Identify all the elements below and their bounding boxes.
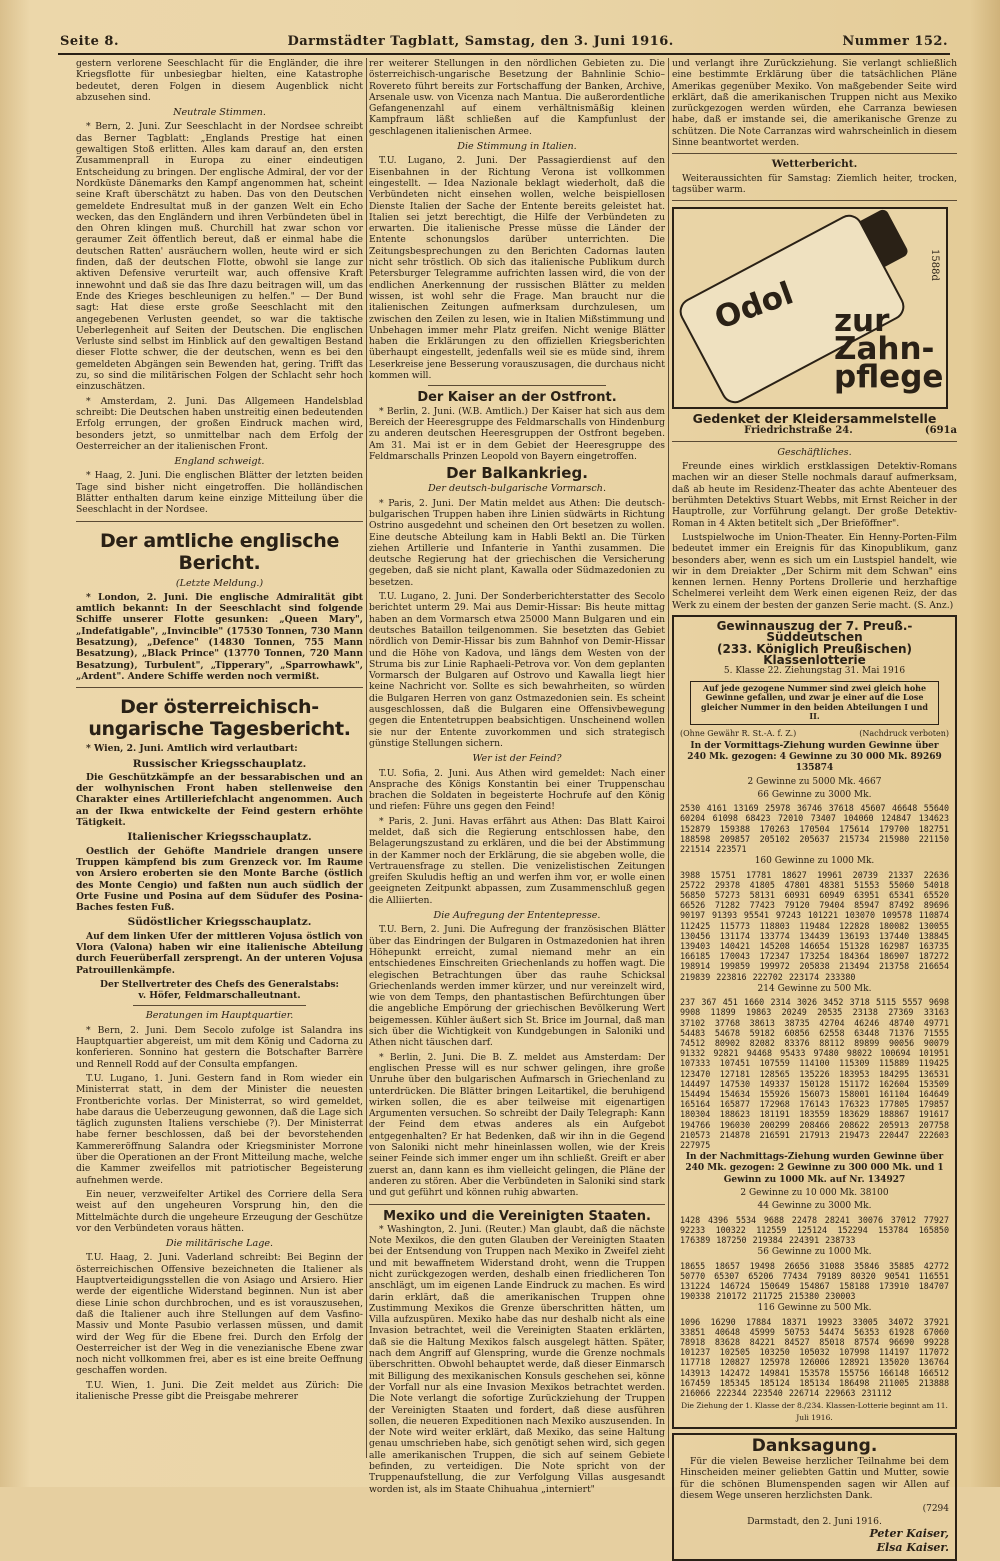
column-divider: [668, 58, 669, 1458]
column-1: [76, 58, 363, 1458]
notice-address: Friedrichstraße 24.: [744, 424, 853, 436]
lottery-numbers: 3988 15751 17781 18627 19961 20739 21337 22636 25722 29378 41805 47801 48381 51553 55060 54018 56850 57273 58131 60931 60949 63951 65341 65520 66526 71282 77423 79120 79404 85947 87492 89696 90197 91393 95541 97243 101221 103070 109578 110874 112425 115773 118803 119484 122828 180082 130055 130456 131174 133774 134439 136193 137440 138845 139403 140421 145208 146654 151328 162987 163735 166185 170043 172347 173254 184364 186907 187272 198914 199859 199972 205838 213494 213758 216654 219839 223816 222702 223174 233380: [680, 869, 949, 982]
article-text: * Bern, 2. Juni. Dem Secolo zufolge ist Salandra ins Hauptquartier abgereist, um mit dem König und Cadorna zu konferieren. Sonnino hat gestern die Botschafter Barrère und Rennell Rodd auf der Consulta empfangen.: [76, 1024, 363, 1070]
article-text: T.U. Wien, 1. Juni. Die Zeit meldet aus Zürich: Die italienische Presse gibt die Preisgabe mehrerer: [76, 1379, 363, 1402]
lottery-group-heading: 2 Gewinne zu 5000 Mk. 4667: [747, 776, 882, 787]
notice-title: Gedenket der Kleidersammelstelle: [692, 411, 937, 427]
lottery-draw-heading: In der Nachmittags-Ziehung wurden Gewinne über 240 Mk. gezogen: 2 Gewinne zu 300 000 Mk. und 1 Gewinn zu 1000 Mk. auf Nr. 134927: [685, 1152, 944, 1185]
section-heading: Die Stimmung in Italien.: [457, 141, 577, 153]
signature-line: Der Stellvertreter des Chefs des Generalstabs:: [100, 978, 339, 990]
section-heading: Geschäftliches.: [777, 446, 852, 458]
article-text: rer weiterer Stellungen in den nördlichen Gebieten zu. Die österreichisch-ungarische Besetzung der Bahnlinie Schio–Rovereto führt bereits zur Fortschaffung der Banken, Archive, Arsenale usw. von Vicenza nach Mantua. Die außerordentliche Gefangenenzahl auf einem verhältnismäßig kleinen Kampfraum läßt schließen auf die Kampfunlust der geschlagenen italienischen Armee.: [369, 58, 665, 137]
article-title: Der Balkankrieg.: [446, 464, 588, 483]
article-text: Ein neuer, verzweifelter Artikel des Corriere della Sera weist auf den ungeheuren Vorsprung hin, den die Mittelmächte durch die ungeheure Erzeugung der Geschütze vor den Verbündeten voraus hätten.: [76, 1188, 363, 1234]
article-text: * Amsterdam, 2. Juni. Das Allgemeen Handelsblad schreibt: Die Deutschen haben unstreitig einen bedeutenden Erfolg errungen, der großen Eindruck machen wird, besonders jetzt, so unmittelbar nach dem Erfolg der Oesterreicher an der italienischen Front.: [76, 395, 363, 452]
article-text: * Bern, 2. Juni. Zur Seeschlacht in der Nordsee schreibt das Berner Tagblatt: „Englands Prestige hat einen gewaltigen Stoß erlitten. Alles kam darauf an, den ersten Zusammenprall in Europa zu einer eindeutigen Entscheidung zu bringen. Der englische Admiral, der vor der Nordküste Dänemarks den Kampf angenommen hat, scheint seine Kraft überschätzt zu haben. Das von den Deutschen gemeldete Endresultat muß in der ganzen Welt ein Echo wecken, das den Engländern und ihren Verbündeten übel in den Ohren klingen muß. Churchill hat zwar schon vor geraumer Zeit öffentlich bereut, daß er einmal habe die deutschen Ratten' ausräuchern wollen, heute wird er sich finden, daß der deutschen Flotte, obwohl sie lange zur aktiven Defensive verurteilt war, auch offensive Kraft innewohnt und daß sie das Ihre dazu beitragen will, um das Ende des Krieges beschleunigen zu helfen." — Der Bund sagt: Hat diese erste große Seeschlacht mit den angegebenen Verlusten geendet, so war die taktische Ueberlegenheit auf Seiten der Deutschen. Die englischen Verluste sind selbst im Hinblick auf den gewaltigen Bestand dieser Flotte schwer, die der deutschen, wenn es bei den gemeldeten Abgängen sein Bewenden hat, gering. Trifft das zu, so sind die militärischen Folgen der Schlacht sehr hoch einzuschätzen.: [76, 121, 363, 393]
lottery-numbers: 237 367 451 1660 2314 3026 3452 3718 5115 5557 9698 9908 11899 19863 20249 20535 23138 27369 33163 37102 37768 38613 38735 42704 46246 48740 49771 54483 54678 59182 60856 62558 63448 71376 71555 74512 80902 82082 83376 88112 89899 90056 90079 91332 92821 94468 95433 97480 98022 100694 101951 107333 107451 107559 114100 115309 115889 119425 123470 127181 128565 135226 183953 184295 136531 144497 147530 149337 150128 151172 162604 153509 154494 154634 155926 156073 158001 161104 164649 165164 165877 172968 176143 176323 177805 179857 180304 188623 181191 183559 183629 188867 191617 194766 196030 200299 208466 208622 205913 207758 210573 214878 216591 217913 219473 220447 222603 227975: [680, 997, 949, 1150]
divider: [76, 521, 363, 522]
lottery-group-heading: 44 Gewinne zu 3000 Mk.: [757, 1201, 872, 1212]
issue-number: Nummer 152.: [842, 34, 948, 49]
article-text: gestern verlorene Seeschlacht für die Engländer, die ihre Kriegsflotte für unbesiegbar hielten, eine Katastrophe bedeutet, deren Folgen in diesem Augenblick nicht abzusehen sind.: [76, 58, 363, 103]
article-text: * Wien, 2. Juni. Amtlich wird verlautbart:: [86, 743, 298, 755]
ad-slogan: zur Zahn- pflege: [834, 303, 944, 396]
section-heading: Die militärische Lage.: [165, 1238, 274, 1250]
thanks-signature: Peter Kaiser,: [869, 1526, 949, 1540]
lottery-numbers: 1096 16290 17884 18371 19923 33005 34072 37921 33851 40648 45999 50753 54474 56353 61928 67060 78918 83628 84221 84527 85018 87574 96690 99228 101237 102505 103250 105032 107998 114197 117072 117718 120827 125978 126006 128921 135020 136764 143913 142472 149841 153578 155756 166148 166512 167459 185345 185124 185134 186498 211005 213888 216066 222344 223540 226714 229663 231112: [680, 1316, 949, 1399]
section-heading: Die Aufregung der Ententepresse.: [433, 910, 601, 922]
article-text: T.U. Sofia, 2. Juni. Aus Athen wird gemeldet: Nach einer Ansprache des Königs Konstantin bei einer Truppenschau brachen die Soldaten in begeisterte Hochrufe auf den König und riefen: Führe uns gegen den Feind!: [369, 767, 665, 813]
thanks-signature: Elsa Kaiser.: [876, 1540, 949, 1554]
lottery-title: Gewinnauszug der 7. Preuß.-Süddeutschen: [716, 619, 913, 645]
section-heading: Italienischer Kriegsschauplatz.: [127, 831, 312, 844]
divider: [672, 153, 957, 154]
article-text: Lustspielwoche im Union-Theater. Ein Henny-Porten-Film bedeutet immer ein Ereignis für das Kinopublikum, ganz besonders aber, wenn es sich um ein Lustspiel handelt, wie wir in dem Dreiakter „Der Schirm mit dem Schwan" eins kennen lernen. Henny Portens Drollerie und herzhaftige Schelmerei verleiht dem Werk einen eigenen Reiz, der das Werk zu einem der besten der ganzen Serie macht. (S. Anz.): [672, 531, 957, 611]
article-text: T.U. Lugano, 2. Juni. Der Sonderberichterstatter des Secolo berichtet unterm 29. Mai aus Demir-Hissar: Bis heute mittag haben an dem Vormarsch etwa 25000 Mann Bulgaren und ein deutsches Bataillon teilgenommen. Sie besetzten das Gebiet nördlich von Demir-Hissar bis zum Bahnhof von Demir-Hissar und die Höhe von Kadova, und längs dem Westen von der Struma bis zur Linie Raphaeli-Petrova vor. Von dem geplanten Vormarsch der Bulgaren auf Ostrovo und Kawalla liegt hier keine Nachricht vor. Sollte es sich bewahrheiten, so würden die Bulgaren Herren von ganz Ostmazedonien sein. Es scheint ausgeschlossen, daß die Bulgaren eine Offensivbewegung gegen die Ententetruppen beabsichtigen. Unscheinend wollen sie nur der Entente zuvorkommen und sich strategisch günstige Stellungen sichern.: [369, 591, 665, 749]
article-text: * Berlin, 2. Juni. (W.B. Amtlich.) Der Kaiser hat sich aus dem Bereich der Heeresgruppe des Feldmarschalls von Hindenburg zu anderen deutschen Heeresgruppen der Ostfront begeben. Am 31. Mai ist er in dem Gebiet der Heeresgruppe des Feldmarschalls Prinzen Leopold von Bayern eingetroffen.: [369, 405, 665, 462]
article-text: Freunde eines wirklich erstklassigen Detektiv-Romans machen wir an dieser Stelle nochmals darauf aufmerksam, daß ab heute im Residenz-Theater das achte Abenteuer des berühmten Detektivs Stuart Webbs, mit Ernst Reicher in der Hauptrolle, zur Vorführung gelangt. Der große Detektiv-Roman in 4 Akten betitelt sich „Der Brieföffner".: [672, 461, 957, 529]
divider: [133, 1005, 305, 1006]
divider: [369, 1204, 665, 1205]
paper-date: Darmstädter Tagblatt, Samstag, den 3. Juni 1916.: [287, 34, 674, 49]
lottery-group-heading: 56 Gewinne zu 1000 Mk.: [757, 1247, 872, 1258]
column-2: [369, 58, 665, 1495]
lottery-group-heading: 2 Gewinne zu 10 000 Mk. 38100: [740, 1188, 889, 1199]
column-3: [672, 58, 957, 1554]
lottery-footer: Die Ziehung der 1. Klasse der 8./234. Klassen-Lotterie beginnt am 11. Juli 1916.: [681, 1401, 948, 1422]
article-text: * Berlin, 2. Juni. Die B. Z. meldet aus Amsterdam: Der englischen Presse will es nur schwer gelingen, ihre große Unruhe über den bulgarischen Aufmarsch in Griechenland zu unterdrücken. Die Blätter bringen Leitartikel, die beruhigend wirken sollen, die es aber teilweise mit eigenartigen Argumenten versuchen. So schreibt der Daily Telegraph: Kann der Feind dem etwas anderes als ein Aufgebot entgegenhalten? Er hat Bedenken, daß wir ihn in die Gegend von Saloniki nicht mehr hineinlassen wollen, wie der Kreis seiner Feinde sich immer enger um ihn schließt. Greift er aber zuerst an, dann kann es ihm vielleicht gelingen, die Pläne der anderen zu stören. Aber die Verbündeten in Saloniki sind stark und gut geführt und können ruhig abwarten.: [369, 1051, 665, 1199]
odol-advertisement: [672, 207, 948, 409]
section-heading: Russischer Kriegsschauplatz.: [132, 757, 307, 770]
article-text: T.U. Lugano, 2. Juni. Der Passagierdienst auf den Eisenbahnen in der Richtung Verona ist vollkommen eingestellt. — Idea Nazionale beklagt wiederholt, daß die Verbündeten nicht einsehen wollen, welche beispiellosen Dienste Italien der Sache der Entente bereits geleistet hat. Italien sei jetzt berechtigt, die Hilfe der Verbündeten zu erwarten. Die italienische Presse müsse die Länder der Entente schonungslos darüber unterrichten. Die Zeitungsbesprechungen zu den Berichten Cadornas lauten nicht sehr tröstlich. Ob sich das italienische Publikum durch Petersburger Telegramme aufrichten lassen wird, die von der endlichen Anerkennung der russischen Blätter zu melden wissen, ist wohl sehr die Frage. Man braucht nur die italienischen Zeitungen aufmerksam durchzulesen, um zwischen den Zeilen zu lesen, wie in Italien Mißstimmung und Unbehagen immer mehr Platz greifen. Nicht wenige Blätter haben die Erklärungen zu den offiziellen Kriegsberichten überhaupt eingestellt, jedenfalls weil sie es müde sind, ihrem Leserkreise jene Besserung vorauszusagen, die durchaus nicht kommen will.: [369, 155, 665, 382]
lottery-numbers: 18655 18657 19498 26656 31088 35846 35885 42772 50770 65307 65206 77434 79189 80320 90541 116551 131224 146724 150649 154867 158188 173910 184707 190338 210172 211725 215380 230003: [680, 1260, 949, 1302]
lottery-group-heading: 66 Gewinne zu 3000 Mk.: [757, 789, 872, 800]
article-title: Der österreichisch-ungarische Tagesbericht.: [88, 696, 351, 741]
section-heading: Südöstlicher Kriegsschauplatz.: [127, 916, 312, 929]
article-text: * Washington, 2. Juni. (Reuter.) Man glaubt, daß die nächste Note Mexikos, die den guten Glauben der Vereinigten Staaten bei der Entsendung von Truppen nach Mexiko in Zweifel zieht und mit bewaffnetem Widerstand droht, wenn die Truppen nicht zurückgezogen werden, deshalb einen friedlicheren Ton anschlägt, um im eigenen Lande Eindruck zu machen. Es wird darin erklärt, daß die amerikanischen Truppen ohne Zustimmung Mexikos die Grenze überschritten hätten, um Villa aufzuspüren. Mexiko habe das nur deshalb nicht als eine Invasion betrachtet, weil die Vereinigten Staaten erklärten, daß sie die Haltung Mexikos falsch ausgelegt hätten. Später, nach dem Angriff auf Glenspring, wurde die Grenze nochmals überschritten. Obwohl behauptet werde, daß dieser Einmarsch mit Billigung des mexikanischen Konsuls geschehen sei, könne der Vorfall nur als eine Invasion Mexikos betrachtet werden. Die Note verlangt die sofortige Zurückziehung der Truppen der Vereinigten Staaten und fordert, daß diese ausführen sollen, die neueren Expeditionen nach Mexiko auszusenden. In der Note wird weiter erklärt, daß Mexiko, das seine Haltung genau umschrieben habe, sich genötigt sehen wird, sich gegen alle amerikanischen Truppen, die sich auf seinem Gebiete befinden, zu verteidigen. Die Note spricht von der Truppenaufstellung, die zur Verfolgung Villas ausgesandt worden ist, als im Staate Chihuahua „interniert": [369, 1223, 665, 1495]
section-heading: Wer ist der Feind?: [472, 753, 562, 765]
article-text: * London, 2. Juni. Die englische Admiralität gibt amtlich bekannt: In der Seeschlacht sind folgende Schiffe unserer Flotte gesunken: „Queen Mary", „Indefatigable", „Invincible" (17530 Tonnen, 730 Mann Besatzung), „Defence" (14830 Tonnen, 755 Mann Besatzung), „Black Prince" (13770 Tonnen, 720 Mann Besatzung), Turbulent", „Tipperary", „Sparrowhawk", „Ardent". Andere Schiffe werden noch vermißt.: [76, 591, 363, 682]
section-heading: Neutrale Stimmen.: [173, 107, 266, 119]
article-title: Der Kaiser an der Ostfront.: [417, 390, 617, 406]
thanks-text: Für die vielen Beweise herzlicher Teilnahme bei dem Hinscheiden meiner geliebten Gattin und Mutter, sowie für die schönen Blumenspenden sagen wir Allen auf diesem Wege unseren herzlichsten Dank.: [680, 1456, 949, 1502]
article-text: T.U. Haag, 2. Juni. Vaderland schreibt: Bei Beginn der österreichischen Offensive bezeichneten die Italiener als Hauptverteidigungsstellen die von Asiago und Arsiero. Hier werde der eigentliche Widerstand beginnen. Nun ist aber diese Linie schon durchbrochen, und es ist vorauszusehen, daß die Italiener auch ihre Stellungen auf dem Vasfino-Massiv und Monte Pasubio verlassen müssen, und damit wird der Weg für die Ebene frei. Durch den Erfolg der Oesterreicher ist der Weg in die venezianische Ebene zwar noch nicht vollkommen frei, aber es ist eine breite Oeffnung geschaffen worden.: [76, 1252, 363, 1377]
lottery-group-heading: 160 Gewinne zu 1000 Mk.: [754, 856, 875, 867]
lottery-guarantee-row: (Ohne Gewähr R. St.-A. f. Z.) (Nachdruck verboten): [680, 728, 949, 738]
ad-code: 1588d: [929, 249, 940, 282]
lottery-numbers: 1428 4396 5534 9688 22478 28241 30076 37012 77927 92233 100322 112559 125124 152294 153784 165850 176389 187250 219384 224391 238733: [680, 1214, 949, 1246]
article-title: Der amtliche englische Bericht.: [99, 529, 340, 574]
page-label: Seite 8.: [60, 34, 119, 49]
article-text: T.U. Lugano, 1. Juni. Gestern fand in Rom wieder ein Ministerrat statt, in dem der Minister die neuesten Frontberichte vorlas. Der Ministerrat, so wird gemeldet, habe daraus die Ueberzeugung gewonnen, daß die Lage sich täglich zugunsten Italiens verschiebe (?). Der Ministerrat habe ferner beschlossen, daß bei der bevorstehenden Kammereröffnung Salandra oder Kriegsminister Morrone über die Operationen an der Front Mitteilung mache, welche die Kammer zweifellos mit patriotischer Begeisterung aufnehmen werde.: [76, 1072, 363, 1186]
weather-text: Weiteraussichten für Samstag: Ziemlich heiter, trocken, tagsüber warm.: [672, 172, 957, 195]
divider: [672, 441, 957, 442]
article-text: * Haag, 2. Juni. Die englischen Blätter der letzten beiden Tage sind bisher nicht eingetroffen. Die holländischen Blätter enthalten darum keine einzige Mitteilung über die Seeschlacht in der Nordsee.: [76, 470, 363, 516]
thanks-code: (7294: [922, 1504, 949, 1515]
article-text: und verlangt ihre Zurückziehung. Sie verlangt schließlich eine bestimmte Erklärung über die tatsächlichen Pläne Amerikas gegenüber Mexiko. Von maßgebender Seite wird erklärt, daß die amerikanischen Truppen nicht aus Mexiko zurückgezogen werden würden, ehe Carranza bewiesen habe, daß er imstande sei, die amerikanische Grenze zu schützen. Die Note Carranzas wird wahrscheinlich in diesem Sinne beantwortet werden.: [672, 58, 957, 149]
lottery-group-list: [680, 777, 949, 1150]
article-text: * Paris, 2. Juni. Der Matin meldet aus Athen: Die deutsch-bulgarischen Truppen haben ihre Linien südwärts in Richtung Ostrino ausgedehnt und scheinen den Ort besetzen zu wollen. Eine deutsche Abteilung kam in Habli Bektl an. Die Türken ziehen Artillerie und Infanterie in Yanthi zusammen. Die deutsche Regierung hat der griechischen die Versicherung gegeben, daß sie nicht plant, Kawalla oder Südmazedonien zu besetzen.: [369, 497, 665, 588]
article-subtitle: Der deutsch-bulgarische Vormarsch.: [427, 483, 607, 495]
divider: [672, 200, 957, 201]
article-title: Mexiko und die Vereinigten Staaten.: [383, 1208, 651, 1224]
column-divider: [366, 58, 367, 1458]
lottery-draw-heading: In der Vormittags-Ziehung wurden Gewinne über 240 Mk. gezogen: 4 Gewinne zu 30 000 Mk. 89269 135874: [687, 740, 942, 774]
article-text: T.U. Bern, 2. Juni. Die Aufregung der französischen Blätter über das Eindringen der Bulgaren in Ostmazedonien hat ihren Höhepunkt erreicht, zumal niemand mehr an ein entschiedenes Einschreiten Griechenlands zu hoffen wagt. Die elegischen Betrachtungen über das rauhe Schicksal Griechenlands werden immer kürzer, und nur vereinzelt wird, wie von dem Temps, den phantastischen Befürchtungen über die angebliche Empörung der griechischen Bevölkerung Wert beigemessen. Kühler äußert sich St. Brice im Journal, daß man sich über die Wichtigkeit von Kundgebungen in Saloniki und Athen nicht täuschen darf.: [369, 924, 665, 1049]
thanks-notice: [672, 1433, 957, 1561]
lottery-group-heading: 116 Gewinne zu 500 Mk.: [757, 1303, 872, 1314]
notice-code: (691a: [924, 424, 957, 436]
section-heading: Beratungen im Hauptquartier.: [145, 1010, 294, 1022]
header-rule: [58, 53, 950, 55]
article-text: Auf dem linken Ufer der mittleren Vojusa östlich von Vlora (Valona) haben wir eine italienische Abteilung durch Feuerüberfall zersprengt. An der unteren Vojusa Patrouillenkämpfe.: [76, 930, 363, 976]
lottery-note: Auf jede gezogene Nummer sind zwei gleich hohe Gewinne gefallen, und zwar je einer auf die Lose gleicher Nummer in den beiden Abteilungen I und II.: [690, 681, 939, 725]
article-text: * Paris, 2. Juni. Havas erfährt aus Athen: Das Blatt Kairoi meldet, daß sich die Regierung entschlossen habe, den Belagerungszustand zu erklären, und die bei der Abstimmung in der Kammer noch der Erklärung, die sie abgeben wolle, die Vertrauensfrage zu stellen. Die venizelistischen Zeitungen greifen Skuludis heftig an und werfen ihm vor, er wolle einen geeigneten Zeitpunkt abpassen, zum Zusammenschluß gegen die Alliierten.: [369, 815, 665, 906]
lottery-results: [672, 615, 957, 1429]
lottery-group-list: [680, 1188, 949, 1398]
page-header: [60, 34, 948, 52]
article-subtitle: (Letzte Meldung.): [175, 577, 264, 589]
section-heading: England schweigt.: [174, 456, 265, 468]
divider: [428, 385, 606, 386]
lottery-title: (233. Königlich Preußischen) Klassenlotterie: [716, 641, 912, 667]
thanks-title: Danksagung.: [751, 1435, 878, 1456]
signature-line: v. Höfer, Feldmarschalleutnant.: [138, 990, 301, 1002]
lottery-group-heading: 214 Gewinne zu 500 Mk.: [757, 983, 872, 994]
lottery-numbers: 2530 4161 13169 25978 36746 37618 45607 46648 55640 60204 61098 68423 72010 73407 104060 124847 134623 152879 159388 170263 170504 175614 179700 182751 188598 209857 205102 205637 215734 215980 221150 221514 223571: [680, 803, 949, 855]
notice-address-row: [672, 425, 957, 436]
lottery-subtitle: 5. Klasse 22. Ziehungstag 31. Mai 1916: [723, 666, 906, 677]
section-heading: Wetterbericht.: [771, 158, 858, 171]
odol-logo-text: Odol: [710, 275, 798, 337]
divider: [76, 687, 363, 688]
article-text: Oestlich der Gehöfte Mandriele drangen unsere Truppen kämpfend bis zum Grenzeck vor. Im Raume von Arsiero eroberten sie den Monte Barche (östlich des Monte Cengio) und faßten nun auch südlich der Orte Fusine und Posina auf dem Südufer des Posina-Baches festen Fuß.: [76, 845, 363, 914]
thanks-place: Darmstadt, den 2. Juni 1916.: [747, 1515, 882, 1527]
article-text: Die Geschützkämpfe an der bessarabischen und an der wolhynischen Front haben stellenweise den Charakter eines Artilleriefchlacht angenommen. Auch an der Ikwa entwickelte der Feind gestern erhöhte Tätigkeit.: [76, 771, 363, 829]
